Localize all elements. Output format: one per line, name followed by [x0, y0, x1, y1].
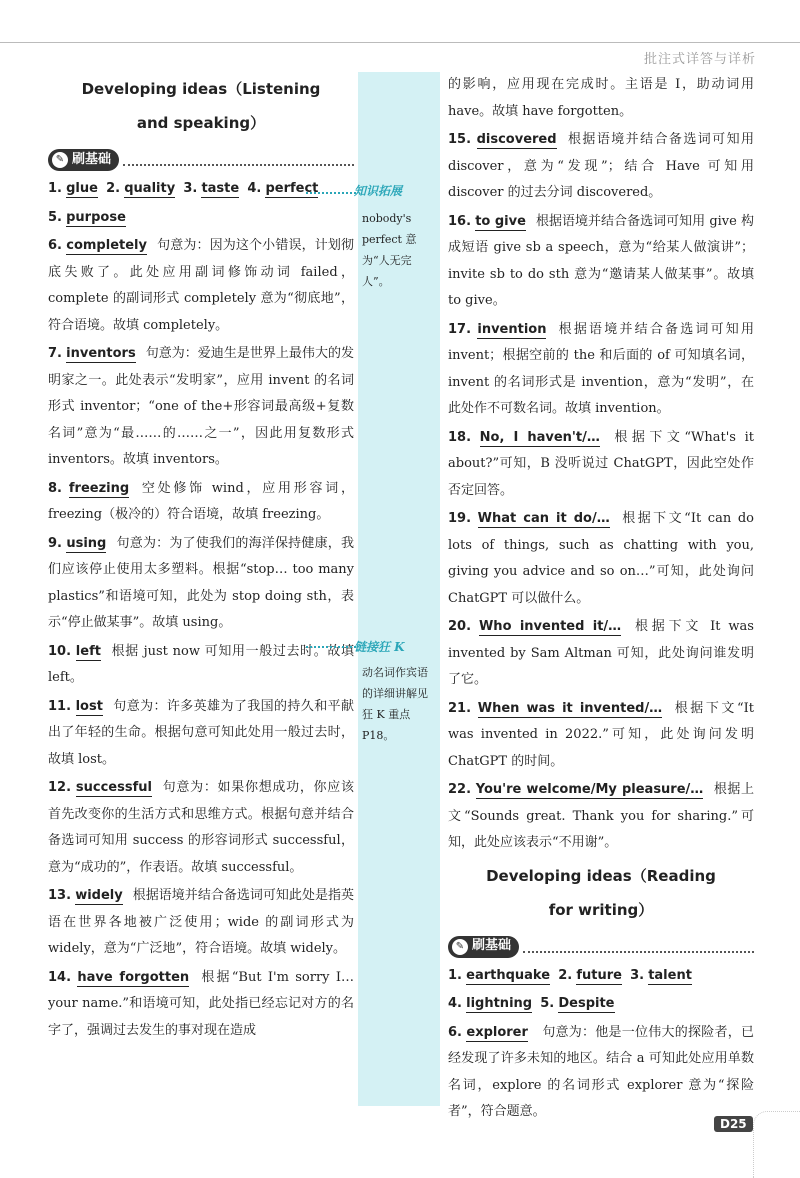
answer: freezing — [68, 480, 130, 496]
section-title: Developing ideas（Listening — [81, 80, 321, 98]
explanation: 根据语境并结合备选词可知用 invent；根据空前的 the 和后面的 of 可知填名词，invent 的名词形式是 invention，意为“发明”，在此处作不可数名词。故填 invention。 — [448, 321, 754, 416]
page-header: 批注式详答与详析 — [643, 52, 756, 67]
section-title: and speaking） — [136, 114, 266, 132]
section-title: Developing ideas（Reading — [486, 866, 716, 885]
badge — [48, 149, 119, 171]
item-number: 20. — [448, 619, 472, 634]
item-number: 6. — [48, 238, 62, 253]
answer-entry — [48, 775, 354, 881]
answer-entry — [48, 233, 354, 339]
answer-row — [48, 176, 354, 203]
answer: have forgotten — [77, 969, 190, 985]
corner-decoration — [753, 1111, 800, 1178]
answer: What can it do/… — [477, 511, 610, 526]
item-number: 5. — [540, 996, 555, 1011]
item-number: 10. — [48, 643, 72, 659]
top-bar — [0, 0, 800, 42]
item-number: 4. — [247, 181, 262, 196]
answer-entry — [448, 506, 754, 612]
answer: completely — [66, 238, 147, 253]
explanation: 根据 just now 可知用一般过去时。故填 left。 — [48, 643, 354, 685]
explanation: 根据下文“It can do lots of things, such as chatting with you, giving you advice and so on…”可知，此处询问 ChatGPT 可以做什么。 — [448, 511, 754, 606]
explanation: 句意为：他是一位伟大的探险者，已经发现了许多未知的地区。结合 a 可知此处应用单数名词，explore 的名词形式 explorer 意为“探险者”，符合题意。 — [448, 1024, 754, 1119]
item-number: 13. — [48, 888, 72, 903]
section-title: for writing） — [548, 900, 654, 919]
item-number: 8. — [48, 480, 62, 496]
item-number: 2. — [558, 967, 573, 983]
answer-entry — [48, 476, 354, 529]
answer-entry — [48, 694, 354, 774]
item-number: 16. — [448, 213, 472, 229]
item-number: 17. — [448, 321, 472, 337]
answer: explorer — [466, 1024, 528, 1040]
answer-entry — [48, 531, 354, 637]
answer: future — [576, 967, 622, 983]
answer: glue — [66, 181, 98, 196]
answer: Who invented it/… — [478, 619, 622, 634]
item-number: 4. — [448, 996, 462, 1011]
explanation: 根据上文“Sounds great. Thank you for sharing.”可知，此处应该表示“不用谢”。 — [448, 782, 754, 850]
item-number: 7. — [48, 346, 62, 361]
answer-entry — [48, 883, 354, 963]
page-number: D25 — [714, 1116, 753, 1132]
item-number: 18. — [448, 429, 472, 445]
item-number: 2. — [106, 181, 121, 196]
answer: invention — [477, 321, 547, 337]
answer: When was it invented/… — [477, 700, 663, 716]
dotted-divider — [123, 154, 354, 166]
explanation: 根据语境并结合备选词可知用 discover，意为“发现”；结合 Have 可知用 discover 的过去分词 discovered。 — [448, 132, 754, 200]
item-number: 14. — [48, 969, 72, 985]
explanation: 根据下文“It was invented in 2022.”可知，此处询问发明 ChatGPT 的时间。 — [448, 700, 754, 769]
answer-entry — [448, 614, 754, 694]
explanation: 根据“But I'm sorry I… your name.”和语境可知，此处指已经忘记对方的名字了，强调过去发生的事对现在造成 — [48, 969, 354, 1038]
explanation: 根据语境并结合备选词可知此处是指英语在世界各地被广泛使用；wide 的副词形式为 widely，意为“广泛地”，符合语境。故填 widely。 — [48, 888, 354, 956]
answer-entry — [448, 777, 754, 857]
answer: perfect — [265, 181, 319, 196]
answer: lost — [75, 698, 103, 714]
explanation: 根据下文“What's it about?”可知，B 没听说过 ChatGPT，因此空处作否定回答。 — [448, 429, 754, 498]
explanation: 句意为：许多英雄为了我国的持久和平献出了年轻的生命。根据句意可知此处用一般过去时，故填 lost。 — [48, 698, 354, 767]
item-number: 6. — [448, 1024, 462, 1040]
answer-row — [448, 963, 754, 990]
answer-entry — [448, 425, 754, 505]
explanation: 根据语境并结合备选词可知用 give 构成短语 give sb a speech，意为“给某人做演讲”；invite sb to do sth 意为“邀请某人做某事”。故填 to give。 — [448, 213, 754, 308]
dotted-divider — [523, 941, 754, 953]
item-number: 12. — [48, 780, 72, 795]
explanation: 句意为：如果你想成功，你应该首先改变你的生活方式和思维方式。根据句意并结合备选词可知用 success 的形容词形式 successful，意为“成功的”，作表语。故填 successful。 — [48, 780, 354, 875]
explanation: 句意为：爱迪生是世界上最伟大的发明家之一。此处表示“发明家”，应用 invent 的名词形式 inventor；“one of the+形容词最高级+复数名词”意为“最……的……之一”，因此用复数形式 inventors。故填 inventors。 — [48, 346, 354, 467]
entry-continuation: 的影响，应用现在完成时。主语是 I，助动词用 have。故填 have forgotten。 — [448, 77, 754, 119]
item-number: 3. — [630, 967, 645, 983]
item-number: 19. — [448, 511, 472, 526]
answer: Despite — [558, 996, 615, 1011]
answer: quality — [124, 181, 176, 196]
side-tag: 链接狂 K — [354, 640, 405, 654]
answer: using — [66, 535, 107, 551]
answer: widely — [75, 888, 123, 903]
item-number: 22. — [448, 782, 472, 797]
explanation: 句意为：因为这个小错误，计划彻底失败了。此处应用副词修饰动词 failed，complete 的副词形式 completely 意为“彻底地”，符合语境。故填 completely。 — [48, 238, 354, 333]
left-column — [48, 72, 354, 1046]
badge-label: 刷基础 — [472, 938, 512, 954]
item-number: 3. — [183, 181, 198, 196]
answer: to give — [475, 213, 526, 229]
item-number: 9. — [48, 535, 62, 551]
right-entries — [448, 127, 754, 857]
answer-entry — [448, 1020, 754, 1126]
answer: lightning — [466, 996, 533, 1011]
book-icon: ✎ — [452, 939, 468, 955]
explanation: 空处修饰 wind，应用形容词，freezing（极冷的）符合语境，故填 freezing。 — [48, 480, 354, 522]
explanation: 句意为：为了使我们的海洋保持健康，我们应该停止使用太多塑料。根据“stop… too many plastics”和语境可知，此处为 stop doing sth，表示“停止做某事”。故填 using。 — [48, 535, 354, 630]
item-number: 11. — [48, 698, 72, 714]
answer: purpose — [66, 209, 126, 225]
badge-row — [448, 935, 754, 959]
answer-entry — [448, 209, 754, 315]
answer-row — [448, 991, 754, 1018]
item-number: 15. — [448, 132, 472, 147]
explanation: 根据下文 It was invented by Sam Altman 可知，此处询问谁发明了它。 — [448, 619, 754, 687]
left-entries — [48, 233, 354, 1044]
item-number: 1. — [448, 967, 462, 983]
badge-row — [48, 148, 354, 172]
badge — [448, 936, 519, 958]
side-tag: 知识拓展 — [354, 184, 403, 198]
book-icon: ✎ — [52, 152, 68, 168]
item-number: 21. — [448, 700, 472, 716]
right-column — [448, 72, 754, 1128]
answer: taste — [201, 181, 240, 196]
answer-entry — [48, 341, 354, 474]
answer: No, I haven't/… — [479, 429, 600, 445]
answer-entry — [448, 696, 754, 776]
badge-label: 刷基础 — [72, 151, 112, 167]
answer: left — [75, 643, 101, 659]
answer: earthquake — [466, 967, 551, 983]
answer-row — [48, 205, 354, 232]
answer-entry — [448, 317, 754, 423]
top-rule — [0, 42, 800, 43]
answer: talent — [648, 967, 692, 983]
answer: discovered — [476, 132, 557, 147]
answer: successful — [75, 780, 152, 795]
item-number: 1. — [48, 181, 62, 196]
item-number: 5. — [48, 209, 62, 225]
side-connector — [306, 646, 356, 648]
answer-entry — [448, 127, 754, 207]
side-notes — [354, 72, 440, 1106]
answer-entry — [48, 965, 354, 1045]
side-note: nobody's perfect 意为“人无完人”。 — [362, 212, 417, 288]
side-connector — [306, 192, 356, 194]
side-note: 动名词作宾语的详细讲解见狂 K 重点 P18。 — [362, 666, 428, 742]
answer: You're welcome/My pleasure/… — [475, 782, 704, 797]
answer: inventors — [66, 346, 136, 361]
